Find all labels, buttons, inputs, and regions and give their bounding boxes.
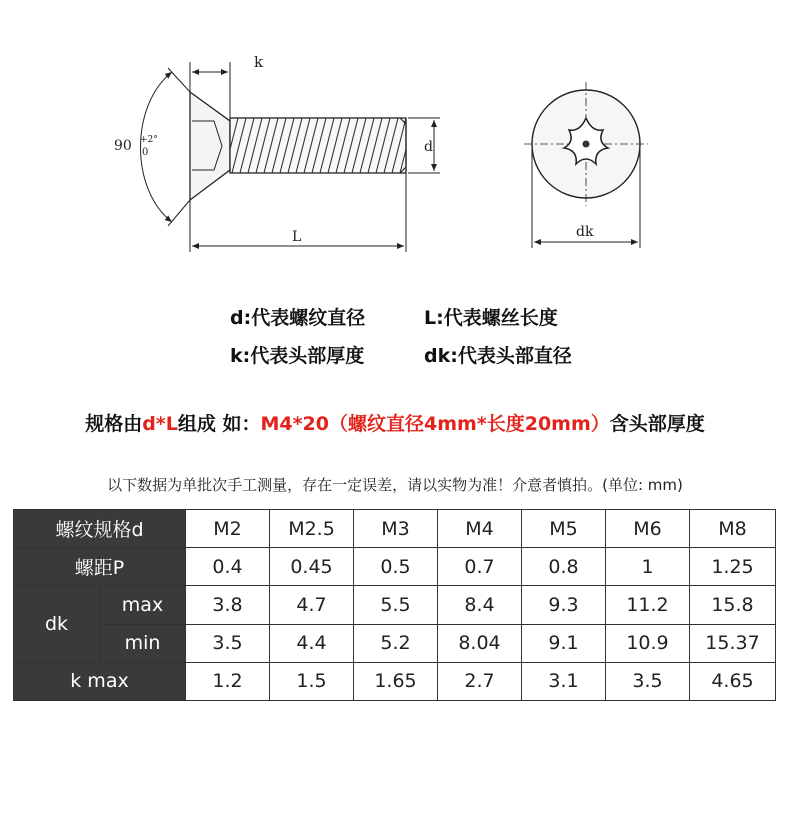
spec-part1: 规格由 [85, 413, 143, 435]
size-cell: M4 [438, 510, 522, 548]
angle-tol-bottom: 0 [142, 147, 149, 158]
k-max-cell: 3.1 [522, 662, 606, 700]
dk-min-cell: 4.4 [270, 624, 354, 662]
k-max-cell: 1.5 [270, 662, 354, 700]
dk-min-cell: 10.9 [606, 624, 690, 662]
spec-table [13, 509, 776, 701]
spec-example: M4*20（螺纹直径4mm*长度20mm） [260, 413, 610, 435]
dk-label: dk [576, 224, 594, 240]
d-label: d [424, 139, 433, 155]
dk-min-cell: 15.37 [690, 624, 776, 662]
pitch-cell: 0.45 [270, 548, 354, 586]
screw-dimension-diagram [0, 0, 790, 290]
angle-label: 90 [114, 138, 132, 154]
k-label: k [254, 53, 264, 71]
pitch-cell: 0.5 [354, 548, 438, 586]
spec-part5: 含头部厚度 [609, 413, 705, 435]
dk-min-cell: 3.5 [186, 624, 270, 662]
legend-dk: dk:代表头部直径 [424, 345, 572, 367]
table-row-dk-max [14, 586, 776, 624]
spec-format-line [0, 409, 790, 436]
dk-min-cell: 9.1 [522, 624, 606, 662]
pitch-label: 螺距P [14, 548, 186, 586]
min-label: min [100, 624, 186, 662]
k-max-cell: 3.5 [606, 662, 690, 700]
size-cell: M8 [690, 510, 776, 548]
k-max-cell: 1.65 [354, 662, 438, 700]
spec-part3: 组成 如： [177, 413, 261, 435]
size-cell: M3 [354, 510, 438, 548]
angle-tol-top: +2° [140, 135, 158, 145]
pitch-cell: 0.7 [438, 548, 522, 586]
dk-min-cell: 5.2 [354, 624, 438, 662]
measurement-note: 以下数据为单批次手工测量，存在一定误差，请以实物为准！介意者慎拍。(单位: mm) [107, 476, 683, 494]
legend-k: k:代表头部厚度 [230, 345, 365, 367]
dk-max-cell: 5.5 [354, 586, 438, 624]
dk-label-cell: dk [14, 586, 100, 662]
table-row-k-max [14, 662, 776, 700]
dk-max-cell: 15.8 [690, 586, 776, 624]
dk-max-cell: 11.2 [606, 586, 690, 624]
dk-max-cell: 4.7 [270, 586, 354, 624]
L-label: L [292, 229, 302, 245]
pitch-cell: 1.25 [690, 548, 776, 586]
table-row-size [14, 510, 776, 548]
spec-part2: d*L [142, 413, 178, 435]
size-cell: M6 [606, 510, 690, 548]
pitch-cell: 1 [606, 548, 690, 586]
table-row-dk-min [14, 624, 776, 662]
max-label: max [100, 586, 186, 624]
k-max-cell: 1.2 [186, 662, 270, 700]
screw-side-view [190, 92, 414, 200]
dk-max-cell: 8.4 [438, 586, 522, 624]
table-row-pitch [14, 548, 776, 586]
legend-d: d:代表螺纹直径 [230, 307, 366, 329]
dk-max-cell: 3.8 [186, 586, 270, 624]
size-cell: M2 [186, 510, 270, 548]
size-cell: M2.5 [270, 510, 354, 548]
dk-max-cell: 9.3 [522, 586, 606, 624]
size-cell: M5 [522, 510, 606, 548]
header-label: 螺纹规格d [14, 510, 186, 548]
legend-L: L:代表螺丝长度 [424, 307, 558, 329]
k-max-cell: 2.7 [438, 662, 522, 700]
dk-min-cell: 8.04 [438, 624, 522, 662]
screw-top-view [524, 82, 648, 206]
pitch-cell: 0.8 [522, 548, 606, 586]
k-max-label: k max [14, 662, 186, 700]
pitch-cell: 0.4 [186, 548, 270, 586]
k-max-cell: 4.65 [690, 662, 776, 700]
